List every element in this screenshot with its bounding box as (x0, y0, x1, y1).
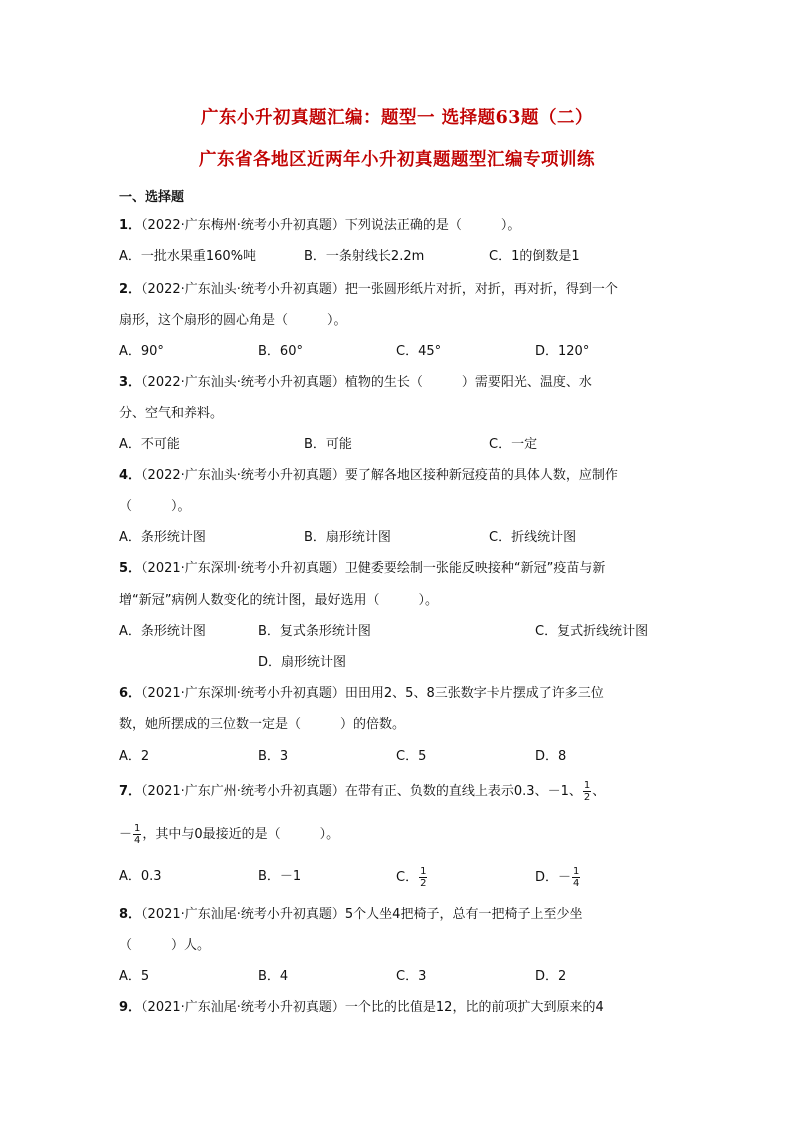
question-6-option-a: A．2 (119, 749, 150, 764)
question-9-text: 9．（2021·广东汕尾·统考小升初真题）一个比的比值是12，比的前项扩大到原来的4 (119, 1000, 604, 1015)
question-3-text: 3．（2022·广东汕头·统考小升初真题）植物的生长（ ）需要阳光、温度、水 (119, 375, 592, 390)
question-4-text-cont: （ ）。 (119, 499, 191, 514)
question-2-option-c: C．45° (396, 344, 442, 359)
question-1-option-c: C．1的倒数是1 (489, 249, 580, 264)
question-3-option-b: B．可能 (304, 437, 352, 452)
question-2-option-a: A．90° (119, 344, 164, 359)
question-7-option-b: B．－1 (258, 869, 302, 884)
question-2-option-b: B．60° (258, 344, 303, 359)
question-4-option-c: C．折线统计图 (489, 530, 577, 545)
question-2-text: 2．（2022·广东汕头·统考小升初真题）把一张圆形纸片对折，对折，再对折，得到一个 (119, 282, 618, 297)
question-6-option-c: C．5 (396, 749, 427, 764)
question-1-text: 1．（2022·广东梅州·统考小升初真题）下列说法正确的是（ ）。 (119, 218, 521, 233)
question-8-option-b: B．4 (258, 969, 289, 984)
fraction-one-half: $\frac{1}{2}$ (420, 866, 427, 889)
question-5-text-cont: 增“新冠”病例人数变化的统计图，最好选用（ ）。 (119, 593, 438, 608)
page-title: 广东小升初真题汇编：题型一 选择题63题（二） (201, 108, 593, 128)
fraction-one-half: $\frac{1}{2}$ (583, 780, 591, 803)
question-3-option-c: C．一定 (489, 437, 538, 452)
question-4-option-b: B．扇形统计图 (304, 530, 391, 545)
question-3-option-a: A．不可能 (119, 437, 180, 452)
question-7-option-a: A．0.3 (119, 869, 162, 884)
question-3-text-cont: 分、空气和养料。 (119, 406, 224, 421)
question-6-option-d: D．8 (535, 749, 567, 764)
section-heading: 一、选择题 (119, 190, 185, 205)
question-7-option-c: C． $\frac{1}{2}$ (396, 866, 427, 889)
question-5-option-a: A．条形统计图 (119, 624, 206, 639)
question-5-text: 5．（2021·广东深圳·统考小升初真题）卫健委要绘制一张能反映接种“新冠”疫苗与新 (119, 561, 606, 576)
question-4-option-a: A．条形统计图 (119, 530, 206, 545)
question-7-option-d: D．－ $\frac{1}{4}$ (535, 866, 580, 889)
question-1-option-b: B．一条射线长2.2m (304, 249, 425, 264)
question-4-text: 4．（2022·广东汕头·统考小升初真题）要了解各地区接种新冠疫苗的具体人数，应制作 (119, 468, 618, 483)
question-5-option-b: B．复式条形统计图 (258, 624, 371, 639)
question-8-text-cont: （ ）人。 (119, 938, 211, 953)
fraction-one-quarter: $\frac{1}{4}$ (134, 823, 141, 846)
fraction-one-quarter: $\frac{1}{4}$ (573, 866, 580, 889)
page-subtitle: 广东省各地区近两年小升初真题题型汇编专项训练 (199, 150, 595, 170)
question-7-text-cont: － $\frac{1}{4}$ ，其中与0最接近的是（ ）。 (119, 823, 340, 846)
question-2-option-d: D．120° (535, 344, 590, 359)
question-5-option-d: D．扇形统计图 (258, 655, 347, 670)
question-5-option-c: C．复式折线统计图 (535, 624, 649, 639)
question-6-text: 6．（2021·广东深圳·统考小升初真题）田田用2、5、8三张数字卡片摆成了许多三位 (119, 686, 604, 701)
question-6-text-cont: 数，她所摆成的三位数一定是（ ）的倍数。 (119, 717, 406, 732)
question-8-option-c: C．3 (396, 969, 427, 984)
question-8-text: 8．（2021·广东汕尾·统考小升初真题）5个人坐4把椅子，总有一把椅子上至少坐 (119, 907, 583, 922)
question-6-option-b: B．3 (258, 749, 289, 764)
question-7-text: 7．（2021·广东广州·统考小升初真题）在带有正、负数的直线上表示0.3、－1、 $\frac{1}{2}$ 、 (119, 780, 606, 803)
question-8-option-a: A．5 (119, 969, 150, 984)
question-2-text-cont: 扇形，这个扇形的圆心角是（ ）。 (119, 313, 347, 328)
question-8-option-d: D．2 (535, 969, 567, 984)
question-1-option-a: A．一批水果重160%吨 (119, 249, 257, 264)
